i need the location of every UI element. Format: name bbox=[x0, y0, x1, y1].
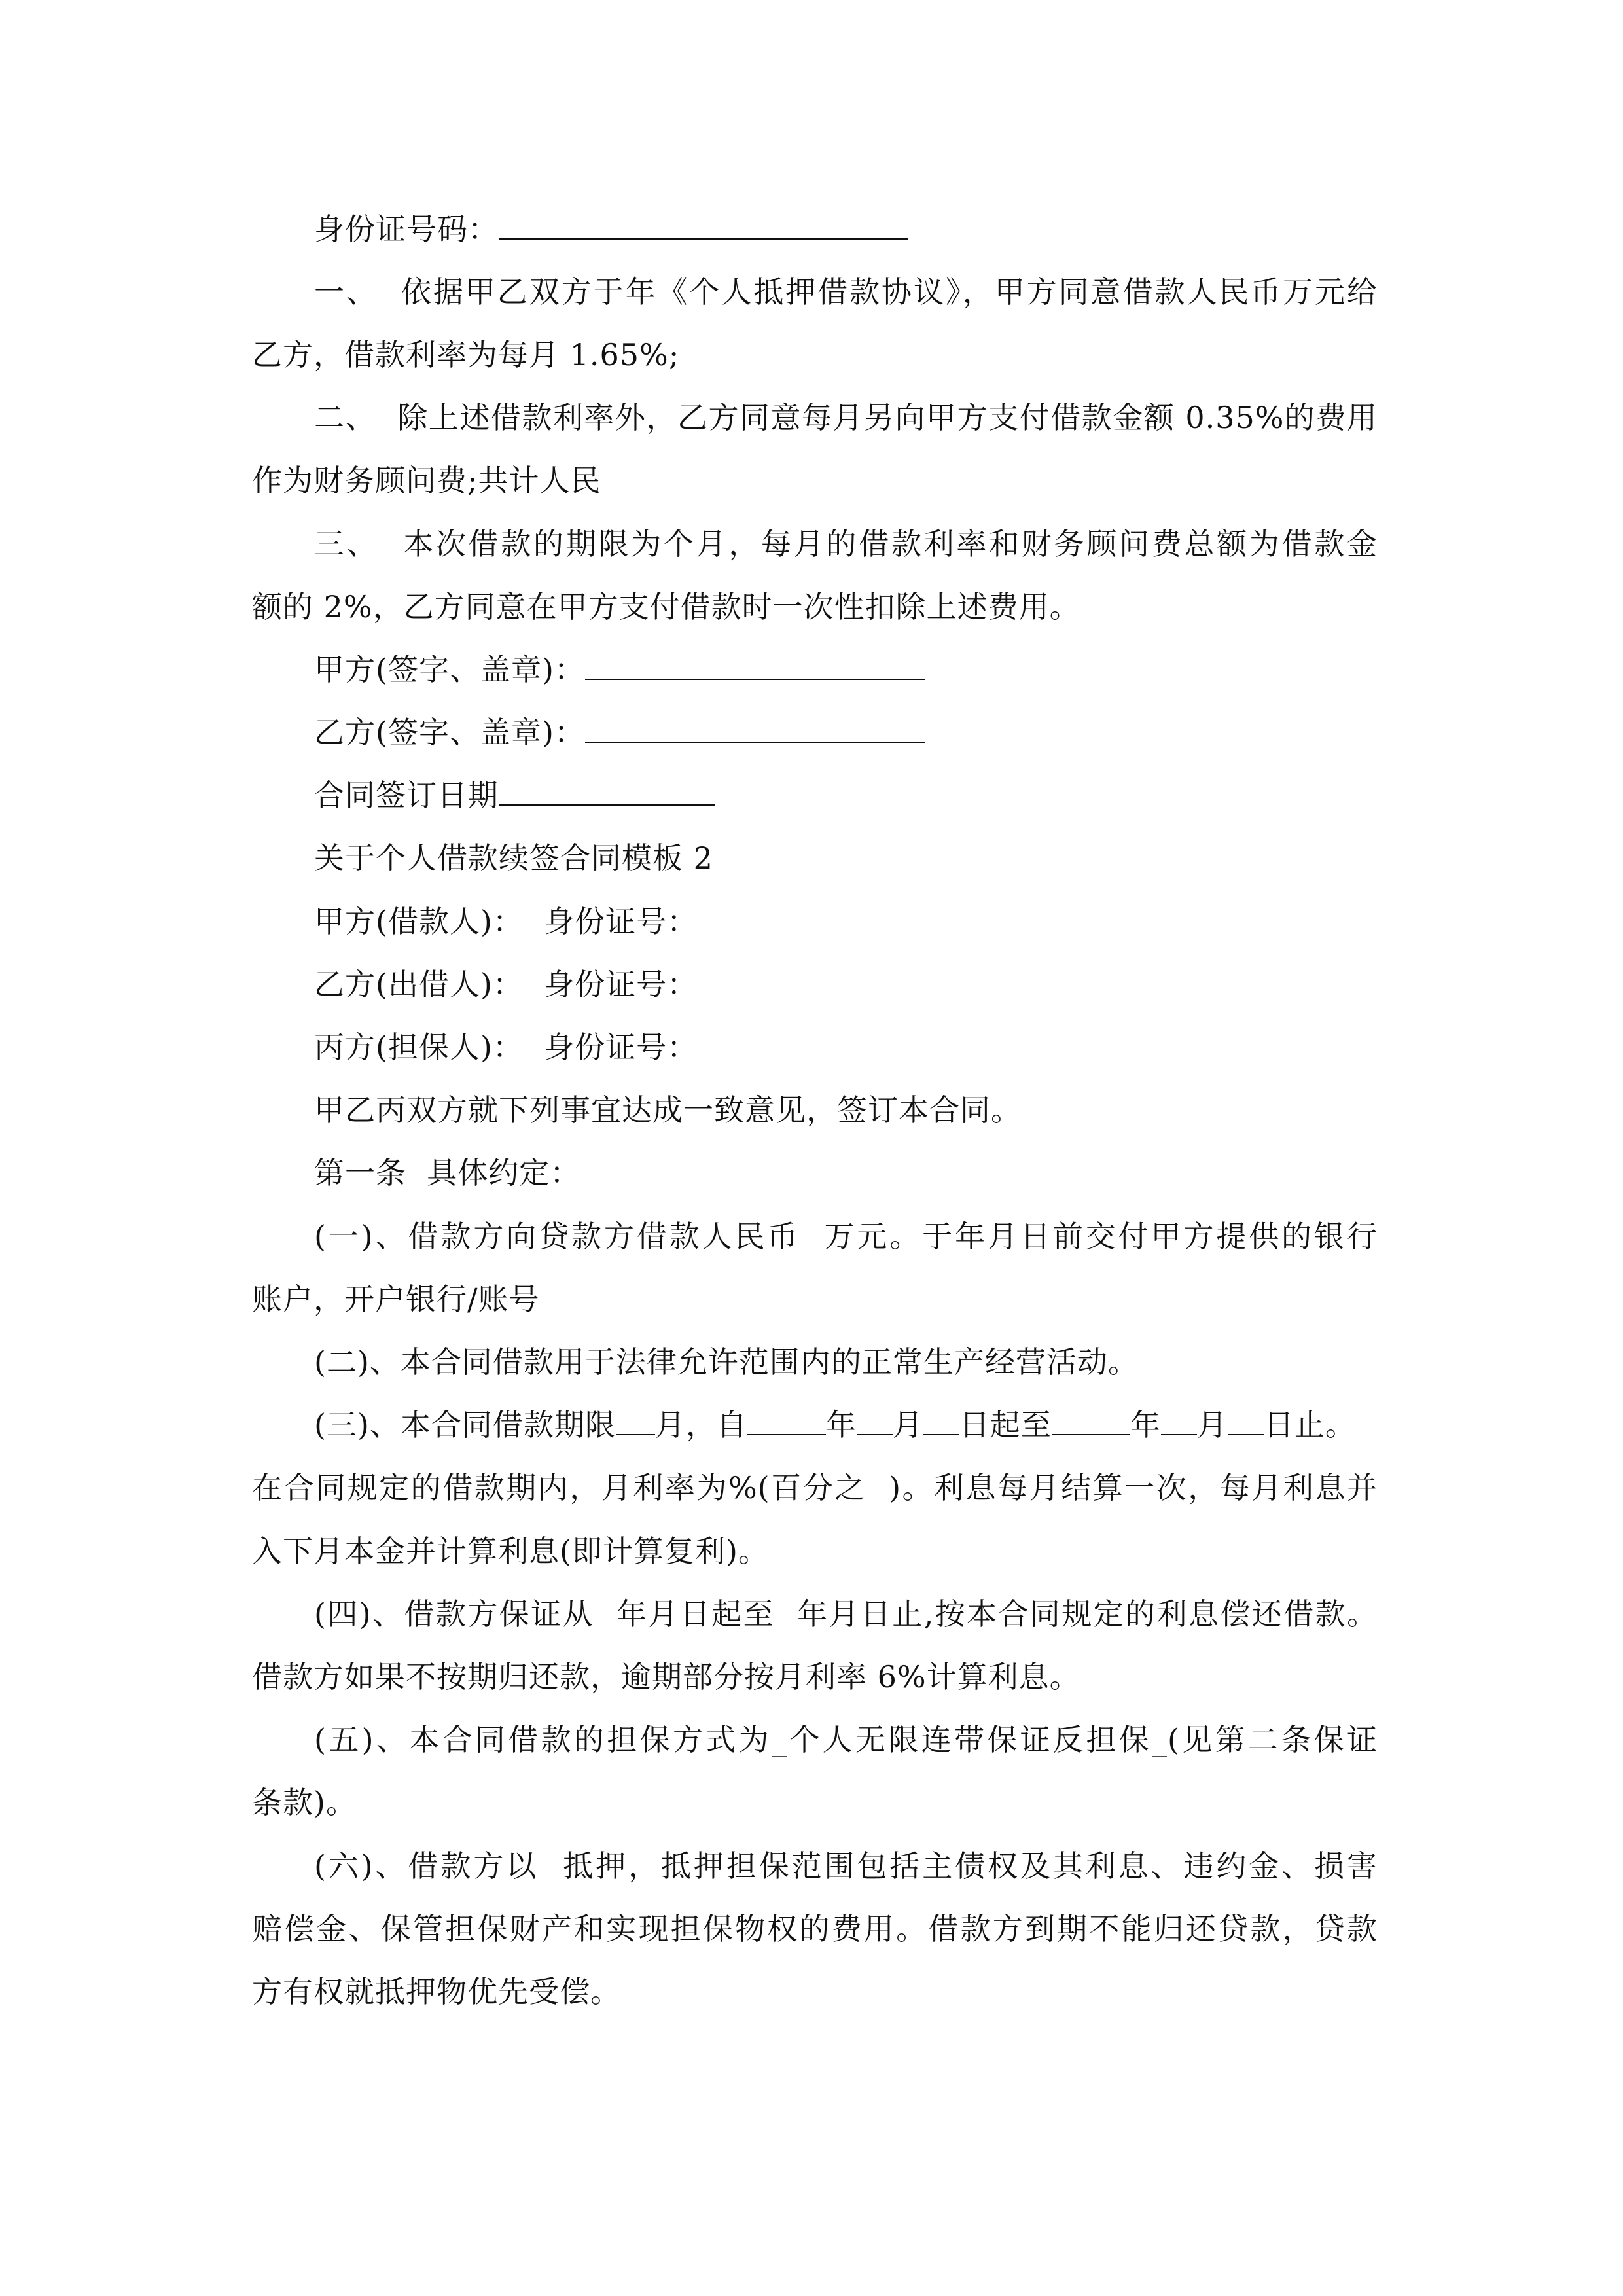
clause-3-line-1: 三、 本次借款的期限为个月，每月的借款利率和财务顾问费总额为借款金 bbox=[314, 526, 1378, 562]
item-4-line-2: 借款方如果不按期归还款，逾期部分按月利率 6%计算利息。 bbox=[252, 1659, 1080, 1695]
clause-1-line-2: 乙方，借款利率为每月 1.65%; bbox=[252, 337, 680, 372]
item-3-line-2: 在合同规定的借款期内，月利率为%(百分之 )。利息每月结算一次，每月利息并 bbox=[252, 1470, 1378, 1505]
item-6-line-2: 赔偿金、保管担保财产和实现担保物权的费用。借款方到期不能归还贷款，贷款 bbox=[252, 1911, 1378, 1946]
id-number-line bbox=[314, 211, 908, 247]
party-b-signature-label: 乙方(签字、盖章)： bbox=[314, 715, 585, 750]
item-1-line-1: (一)、借款方向贷款方借款人民币 万元。于年月日前交付甲方提供的银行 bbox=[314, 1219, 1378, 1254]
end-month-blank bbox=[1161, 1410, 1197, 1435]
end-day-blank bbox=[1228, 1410, 1264, 1435]
party-b-signature-line bbox=[314, 714, 925, 751]
party-a-signature-label: 甲方(签字、盖章)： bbox=[314, 652, 585, 687]
item-6-line-3: 方有权就抵押物优先受偿。 bbox=[252, 1974, 621, 2009]
article-1-heading: 第一条 具体约定： bbox=[314, 1155, 581, 1191]
agreement-intro: 甲乙丙双方就下列事宜达成一致意见，签订本合同。 bbox=[314, 1092, 1022, 1128]
signing-date-blank bbox=[499, 781, 715, 806]
party-a-signature-blank bbox=[585, 655, 925, 680]
end-year-blank bbox=[1052, 1410, 1130, 1435]
term-months-blank bbox=[616, 1410, 655, 1435]
signing-date-line bbox=[314, 777, 715, 814]
item-3-month-1: 月 bbox=[892, 1407, 923, 1443]
clause-2-line-2: 作为财务顾问费;共计人民 bbox=[252, 463, 601, 498]
item-5-line-2: 条款)。 bbox=[252, 1785, 357, 1820]
clause-3-line-2: 额的 2%，乙方同意在甲方支付借款时一次性扣除上述费用。 bbox=[252, 589, 1080, 624]
signing-date-label: 合同签订日期 bbox=[314, 778, 499, 813]
item-3-month-from: 月，自 bbox=[654, 1407, 747, 1443]
item-3-month-2: 月 bbox=[1196, 1407, 1228, 1443]
item-2: (二)、本合同借款用于法律允许范围内的正常生产经营活动。 bbox=[314, 1344, 1139, 1380]
lender-line: 乙方(出借人)： 身份证号： bbox=[314, 967, 698, 1002]
id-number-blank bbox=[499, 215, 908, 240]
party-b-signature-blank bbox=[585, 718, 925, 743]
item-1-line-2: 账户，开户银行/账号 bbox=[252, 1282, 540, 1317]
item-3-end: 日止。 bbox=[1263, 1407, 1356, 1443]
item-3-line-3: 入下月本金并计算利息(即计算复利)。 bbox=[252, 1534, 769, 1569]
party-a-signature-line bbox=[314, 651, 925, 688]
item-3-year-1: 年 bbox=[825, 1407, 857, 1443]
item-6-line-1: (六)、借款方以 抵押，抵押担保范围包括主债权及其利息、违约金、损害 bbox=[314, 1848, 1378, 1884]
clause-2-line-1: 二、 除上述借款利率外，乙方同意每月另向甲方支付借款金额 0.35%的费用 bbox=[314, 400, 1378, 435]
item-5-line-1: (五)、本合同借款的担保方式为_个人无限连带保证反担保_(见第二条保证 bbox=[314, 1722, 1378, 1757]
template-2-title: 关于个人借款续签合同模板 2 bbox=[314, 840, 713, 876]
clause-1-line-1: 一、 依据甲乙双方于年《个人抵押借款协议》，甲方同意借款人民币万元给 bbox=[314, 274, 1378, 310]
item-3-year-2: 年 bbox=[1130, 1407, 1161, 1443]
item-3-line-1 bbox=[314, 1407, 1356, 1443]
id-number-label: 身份证号码： bbox=[314, 211, 499, 247]
start-month-blank bbox=[857, 1410, 893, 1435]
item-3-from-to: 日起至 bbox=[959, 1407, 1052, 1443]
start-day-blank bbox=[923, 1410, 959, 1435]
item-4-line-1: (四)、借款方保证从 年月日起至 年月日止,按本合同规定的利息偿还借款。 bbox=[314, 1596, 1378, 1632]
guarantor-line: 丙方(担保人)： 身份证号： bbox=[314, 1030, 698, 1065]
start-year-blank bbox=[747, 1410, 826, 1435]
item-3-term-label: (三)、本合同借款期限 bbox=[314, 1407, 616, 1443]
borrower-line: 甲方(借款人)： 身份证号： bbox=[314, 904, 698, 939]
